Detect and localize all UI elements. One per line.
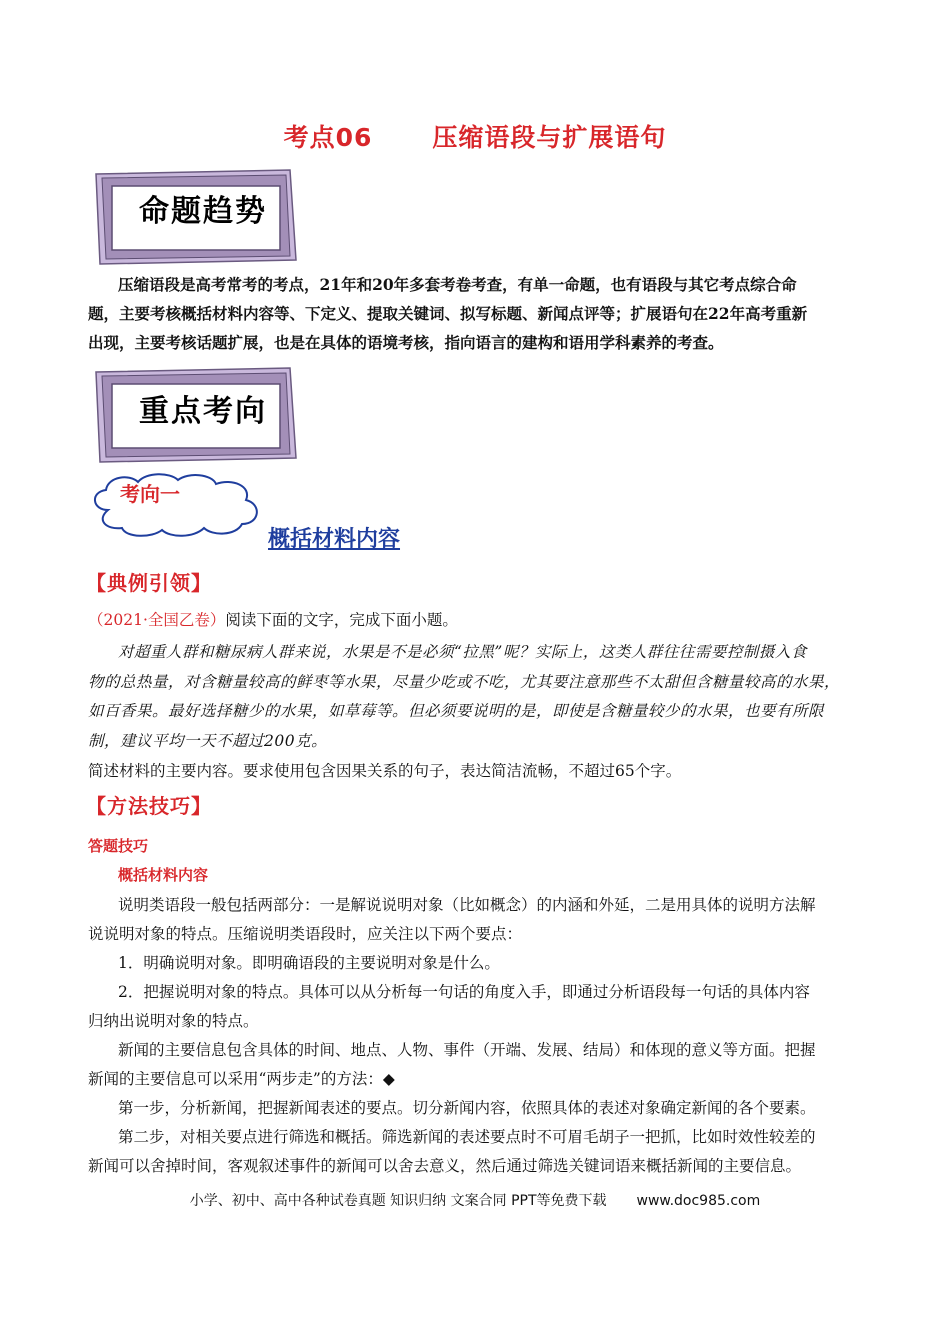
example-question: 简述材料的主要内容。要求使用包含因果关系的句子，表达简洁流畅，不超过65个字。	[88, 762, 682, 780]
banner-trend	[90, 168, 300, 268]
passage-line: 制，建议平均一天不超过200克。	[88, 731, 328, 750]
passage-line: 物的总热量，对含糖量较高的鲜枣等水果，尽量少吃或不吃，尤其要注意那些不太甜但含糖量较高的水果，	[88, 672, 841, 691]
passage-line: 对超重人群和糖尿病人群来说，水果是不是必须“拉黑”呢？实际上，这类人群往往需要控制摄入食	[118, 643, 807, 661]
title-code: 考点06	[283, 123, 373, 152]
trend-line: 压缩语段是高考常考的考点，21年和20年多套考卷考查，有单一命题，也有语段与其它考点综合命	[118, 275, 797, 294]
method-heading: 【方法技巧】	[86, 794, 212, 818]
method-line: 归纳出说明对象的特点。	[88, 1012, 259, 1030]
banner-trend-label: 命题趋势	[139, 194, 267, 229]
trend-paragraph	[88, 270, 878, 357]
method-line: 新闻可以舍掉时间，客观叙述事件的新闻可以舍去意义，然后通过筛选关键词语来概括新闻的主要信息。	[88, 1157, 802, 1175]
example-instruction: 阅读下面的文字，完成下面小题。	[225, 611, 458, 629]
method-sub-tips: 答题技巧	[88, 837, 149, 855]
cloud-label: 考向一	[120, 482, 180, 506]
method-sub-summary: 概括材料内容	[118, 866, 209, 884]
method-body	[88, 891, 888, 1181]
example-intro	[88, 606, 888, 635]
passage-line: 如百香果。最好选择糖少的水果，如草莓等。但必须要说明的是，即使是含糖量较少的水果，也要有所限	[88, 702, 825, 720]
page-title	[0, 118, 950, 154]
example-source: （2021·全国乙卷）	[88, 611, 226, 629]
topic-link[interactable]: 概括材料内容	[268, 527, 401, 552]
trend-line: 出现，主要考核话题扩展，也是在具体的语境考核，指向语言的建构和语用学科素养的考查。	[88, 333, 724, 352]
title-topic: 压缩语段与扩展语句	[432, 123, 667, 152]
footer-text: 小学、初中、高中各种试卷真题 知识归纳 文案合同 PPT等免费下载	[189, 1193, 607, 1209]
method-line: 1．明确说明对象。即明确语段的主要说明对象是什么。	[118, 954, 500, 972]
method-line: 2．把握说明对象的特点。具体可以从分析每一句话的角度入手，即通过分析语段每一句话的具体内容	[118, 983, 810, 1001]
page-footer	[0, 1190, 950, 1210]
method-line: 说说明对象的特点。压缩说明类语段时，应关注以下两个要点：	[88, 925, 523, 943]
method-line: 第一步，分析新闻，把握新闻表述的要点。切分新闻内容，依照具体的表述对象确定新闻的各个要素。	[118, 1099, 816, 1117]
example-heading: 【典例引领】	[86, 571, 212, 595]
trend-line: 题，主要考核概括材料内容等、下定义、提取关键词、拟写标题、新闻点评等；扩展语句在22年高考重新	[88, 304, 808, 323]
example-passage	[88, 638, 888, 756]
method-line: 新闻的主要信息可以采用“两步走”的方法：◆	[88, 1070, 395, 1088]
banner-focus	[90, 366, 300, 466]
direction-cloud	[86, 470, 266, 540]
banner-focus-label: 重点考向	[139, 394, 267, 429]
footer-url[interactable]: www.doc985.com	[636, 1193, 761, 1209]
method-line: 新闻的主要信息包含具体的时间、地点、人物、事件（开端、发展、结局）和体现的意义等方面。把握	[118, 1041, 816, 1059]
method-line: 第二步，对相关要点进行筛选和概括。筛选新闻的表述要点时不可眉毛胡子一把抓，比如时效性较差的	[118, 1128, 816, 1146]
method-line: 说明类语段一般包括两部分：一是解说说明对象（比如概念）的内涵和外延，二是用具体的说明方法解	[118, 896, 816, 914]
